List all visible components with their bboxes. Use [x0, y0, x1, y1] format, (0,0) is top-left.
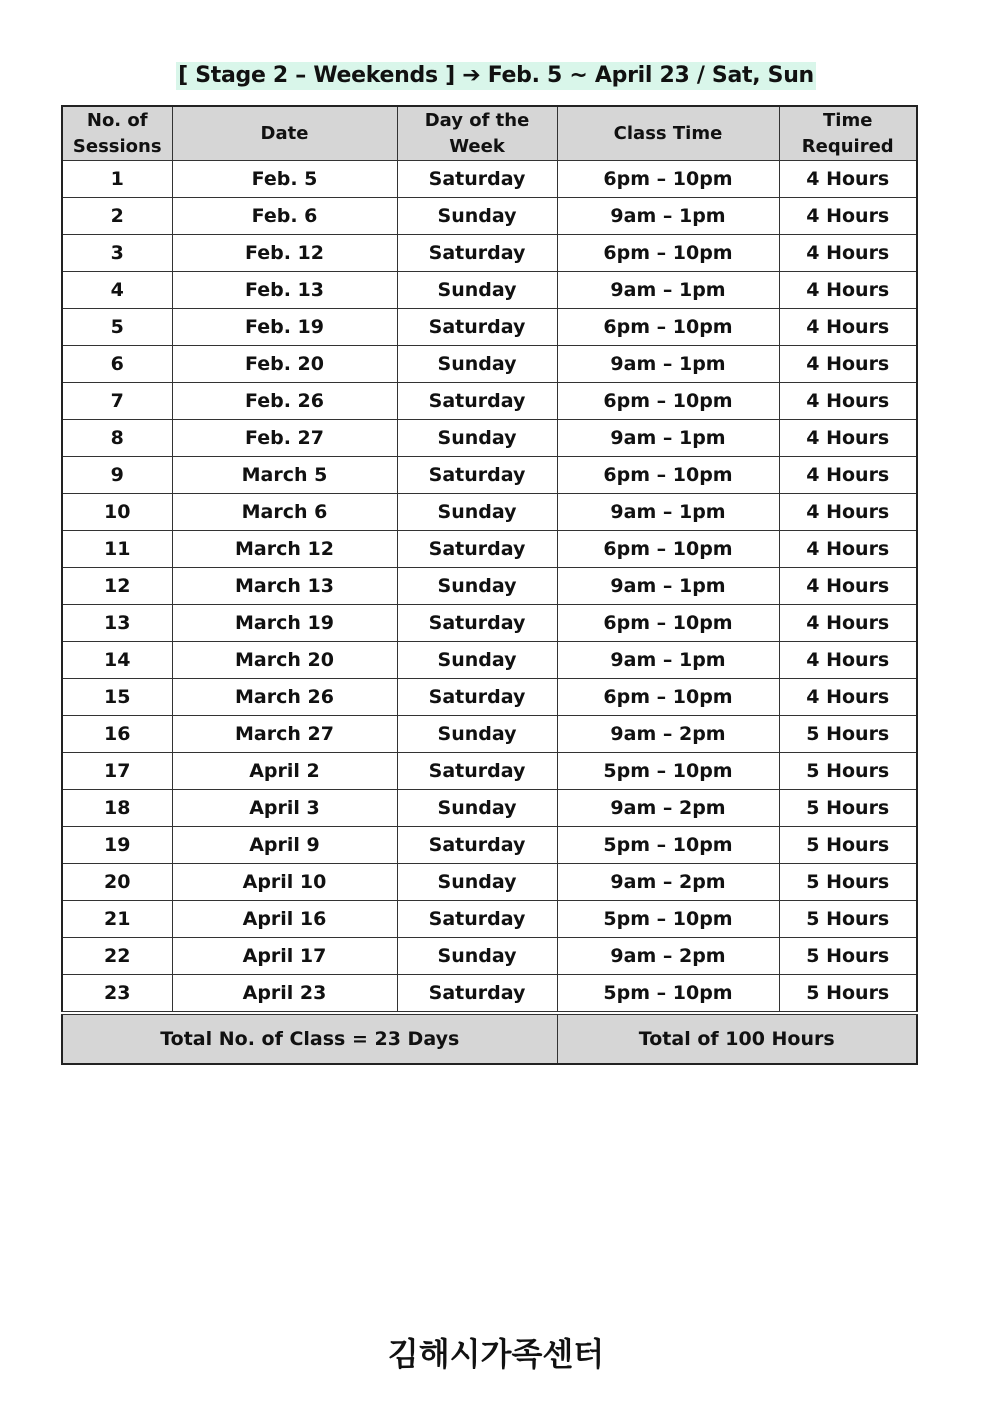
session-number: 7: [62, 383, 172, 420]
session-class-time: 5pm – 10pm: [557, 975, 779, 1014]
session-duration: 5 Hours: [779, 827, 917, 864]
session-day: Sunday: [397, 864, 557, 901]
session-number: 3: [62, 235, 172, 272]
session-number: 16: [62, 716, 172, 753]
table-row: [62, 642, 917, 679]
session-date: April 16: [172, 901, 397, 938]
session-duration: 5 Hours: [779, 790, 917, 827]
session-date: March 19: [172, 605, 397, 642]
session-duration: 4 Hours: [779, 605, 917, 642]
header-row: [62, 106, 917, 161]
session-number: 6: [62, 346, 172, 383]
session-day: Sunday: [397, 716, 557, 753]
session-date: Feb. 12: [172, 235, 397, 272]
header-day: Day of the Week: [397, 106, 557, 161]
session-class-time: 9am – 2pm: [557, 716, 779, 753]
session-class-time: 6pm – 10pm: [557, 161, 779, 198]
table-row: [62, 864, 917, 901]
session-duration: 5 Hours: [779, 975, 917, 1014]
session-duration: 4 Hours: [779, 531, 917, 568]
table-row: [62, 605, 917, 642]
table-footer: [62, 1013, 917, 1064]
session-duration: 4 Hours: [779, 568, 917, 605]
table-row: [62, 716, 917, 753]
session-duration: 5 Hours: [779, 753, 917, 790]
session-day: Saturday: [397, 975, 557, 1014]
title-container: [0, 62, 992, 90]
session-day: Saturday: [397, 161, 557, 198]
session-duration: 4 Hours: [779, 383, 917, 420]
session-duration: 4 Hours: [779, 494, 917, 531]
session-number: 14: [62, 642, 172, 679]
session-day: Sunday: [397, 938, 557, 975]
session-class-time: 6pm – 10pm: [557, 605, 779, 642]
session-date: April 17: [172, 938, 397, 975]
session-day: Saturday: [397, 235, 557, 272]
session-duration: 5 Hours: [779, 716, 917, 753]
session-date: March 5: [172, 457, 397, 494]
session-duration: 4 Hours: [779, 679, 917, 716]
session-class-time: 6pm – 10pm: [557, 679, 779, 716]
session-number: 13: [62, 605, 172, 642]
session-number: 19: [62, 827, 172, 864]
session-number: 21: [62, 901, 172, 938]
session-class-time: 9am – 1pm: [557, 568, 779, 605]
table-row: [62, 901, 917, 938]
header-date: Date: [172, 106, 397, 161]
session-duration: 4 Hours: [779, 642, 917, 679]
session-day: Sunday: [397, 198, 557, 235]
schedule-table: [61, 105, 918, 1065]
session-number: 20: [62, 864, 172, 901]
session-number: 12: [62, 568, 172, 605]
session-day: Sunday: [397, 272, 557, 309]
session-duration: 4 Hours: [779, 457, 917, 494]
session-day: Sunday: [397, 642, 557, 679]
organization-name: 김해시가족센터: [387, 1335, 605, 1373]
session-class-time: 5pm – 10pm: [557, 901, 779, 938]
table-header: [62, 106, 917, 161]
table-row: [62, 272, 917, 309]
table-row: [62, 790, 917, 827]
session-class-time: 9am – 2pm: [557, 790, 779, 827]
table-body: [62, 161, 917, 1014]
session-class-time: 6pm – 10pm: [557, 235, 779, 272]
session-number: 18: [62, 790, 172, 827]
total-days: Total No. of Class = 23 Days: [62, 1013, 557, 1064]
session-number: 2: [62, 198, 172, 235]
session-day: Saturday: [397, 457, 557, 494]
session-number: 1: [62, 161, 172, 198]
table-row: [62, 235, 917, 272]
header-time-required: Time Required: [779, 106, 917, 161]
table-row: [62, 346, 917, 383]
session-date: Feb. 27: [172, 420, 397, 457]
session-date: Feb. 20: [172, 346, 397, 383]
session-date: March 27: [172, 716, 397, 753]
header-sessions: No. of Sessions: [62, 106, 172, 161]
session-class-time: 9am – 1pm: [557, 272, 779, 309]
total-hours: Total of 100 Hours: [557, 1013, 917, 1064]
session-number: 4: [62, 272, 172, 309]
session-day: Saturday: [397, 531, 557, 568]
session-number: 22: [62, 938, 172, 975]
session-class-time: 5pm – 10pm: [557, 753, 779, 790]
session-date: March 20: [172, 642, 397, 679]
table-row: [62, 420, 917, 457]
session-number: 10: [62, 494, 172, 531]
session-number: 17: [62, 753, 172, 790]
session-duration: 4 Hours: [779, 161, 917, 198]
session-class-time: 9am – 1pm: [557, 494, 779, 531]
session-class-time: 9am – 1pm: [557, 420, 779, 457]
session-day: Saturday: [397, 827, 557, 864]
session-class-time: 9am – 2pm: [557, 864, 779, 901]
header-class-time: Class Time: [557, 106, 779, 161]
session-class-time: 6pm – 10pm: [557, 531, 779, 568]
session-day: Sunday: [397, 568, 557, 605]
session-number: 23: [62, 975, 172, 1014]
table-row: [62, 938, 917, 975]
session-duration: 4 Hours: [779, 272, 917, 309]
table-row: [62, 827, 917, 864]
session-date: March 12: [172, 531, 397, 568]
footer-row: [62, 1013, 917, 1064]
table-row: [62, 494, 917, 531]
session-duration: 4 Hours: [779, 198, 917, 235]
session-day: Sunday: [397, 346, 557, 383]
table-row: [62, 568, 917, 605]
table-row: [62, 383, 917, 420]
table-row: [62, 457, 917, 494]
session-duration: 4 Hours: [779, 346, 917, 383]
session-date: March 13: [172, 568, 397, 605]
session-day: Saturday: [397, 605, 557, 642]
table-row: [62, 309, 917, 346]
table-row: [62, 198, 917, 235]
session-date: March 6: [172, 494, 397, 531]
session-class-time: 6pm – 10pm: [557, 309, 779, 346]
session-class-time: 9am – 1pm: [557, 198, 779, 235]
session-number: 15: [62, 679, 172, 716]
session-number: 11: [62, 531, 172, 568]
table-row: [62, 975, 917, 1014]
session-date: Feb. 26: [172, 383, 397, 420]
session-class-time: 6pm – 10pm: [557, 457, 779, 494]
session-date: April 3: [172, 790, 397, 827]
session-day: Saturday: [397, 679, 557, 716]
table-row: [62, 753, 917, 790]
page-title: [ Stage 2 – Weekends ] ➔ Feb. 5 ~ April 23 / Sat, Sun: [178, 63, 814, 88]
session-duration: 4 Hours: [779, 309, 917, 346]
session-day: Sunday: [397, 494, 557, 531]
session-day: Sunday: [397, 790, 557, 827]
session-class-time: 9am – 1pm: [557, 346, 779, 383]
table-row: [62, 161, 917, 198]
session-date: April 9: [172, 827, 397, 864]
session-day: Sunday: [397, 420, 557, 457]
session-day: Saturday: [397, 383, 557, 420]
session-date: Feb. 6: [172, 198, 397, 235]
session-day: Saturday: [397, 901, 557, 938]
session-duration: 4 Hours: [779, 420, 917, 457]
session-class-time: 9am – 2pm: [557, 938, 779, 975]
session-date: Feb. 13: [172, 272, 397, 309]
session-class-time: 6pm – 10pm: [557, 383, 779, 420]
session-date: March 26: [172, 679, 397, 716]
session-number: 9: [62, 457, 172, 494]
session-duration: 5 Hours: [779, 864, 917, 901]
session-duration: 4 Hours: [779, 235, 917, 272]
session-date: Feb. 5: [172, 161, 397, 198]
session-class-time: 9am – 1pm: [557, 642, 779, 679]
session-date: April 10: [172, 864, 397, 901]
session-day: Saturday: [397, 309, 557, 346]
table-row: [62, 531, 917, 568]
session-date: April 23: [172, 975, 397, 1014]
session-date: April 2: [172, 753, 397, 790]
session-number: 8: [62, 420, 172, 457]
session-duration: 5 Hours: [779, 938, 917, 975]
session-class-time: 5pm – 10pm: [557, 827, 779, 864]
session-duration: 5 Hours: [779, 901, 917, 938]
session-number: 5: [62, 309, 172, 346]
table-row: [62, 679, 917, 716]
session-day: Saturday: [397, 753, 557, 790]
session-date: Feb. 19: [172, 309, 397, 346]
